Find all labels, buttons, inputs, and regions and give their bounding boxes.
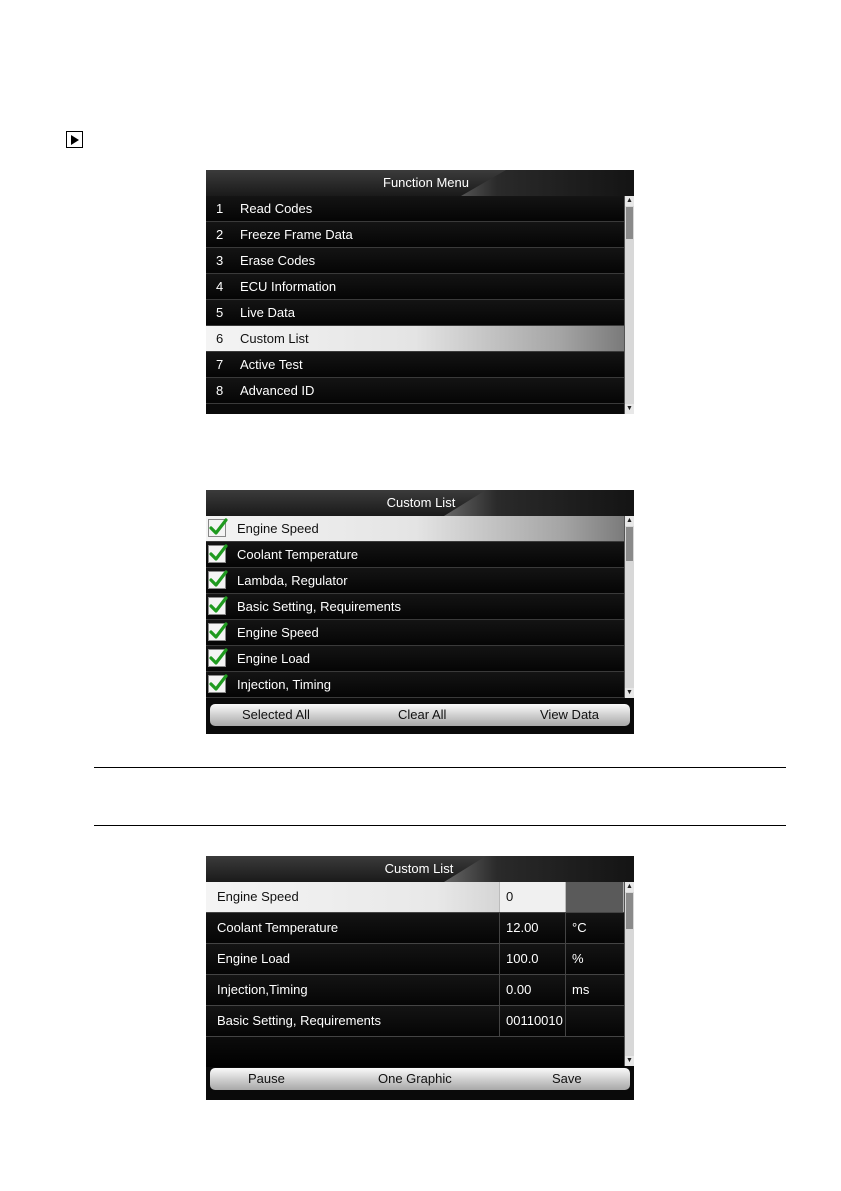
note-divider-bottom [94,825,786,826]
scroll-thumb[interactable] [626,207,633,239]
function-menu-title: Function Menu [383,175,469,190]
clear-all-button[interactable]: Clear All [398,707,447,722]
parameter-value: 100.0 [499,944,565,974]
menu-item-number: 5 [216,305,224,320]
table-row[interactable] [206,1006,624,1037]
menu-item-label: Active Test [240,357,303,372]
scrollbar[interactable] [624,882,634,1066]
checkbox-checked-icon[interactable] [208,675,226,693]
menu-item-advanced-id[interactable] [206,378,624,404]
custom-list-title: Custom List [384,861,454,876]
menu-item-freeze-frame-data[interactable] [206,222,624,248]
menu-item-erase-codes[interactable] [206,248,624,274]
parameter-name: Coolant Temperature [217,920,339,935]
menu-item-label: Erase Codes [240,253,316,268]
scroll-up-icon[interactable]: ▲ [626,883,633,890]
note-divider-top [94,767,786,768]
custom-list-data-screen [206,856,634,1100]
list-item-label: Basic Setting, Requirements [237,599,402,614]
menu-item-live-data[interactable] [206,300,624,326]
menu-item-number: 6 [216,331,224,346]
scroll-up-icon[interactable]: ▲ [626,517,633,524]
parameter-value: 0 [499,882,565,912]
scrollbar[interactable] [624,196,634,414]
scrollbar[interactable] [624,516,634,698]
menu-item-label: Read Codes [240,201,313,216]
custom-list-items [206,516,626,698]
checkbox-checked-icon[interactable] [208,649,226,667]
button-bar [210,1068,630,1090]
scroll-down-icon[interactable]: ▼ [626,1057,633,1064]
parameter-name: Basic Setting, Requirements [217,1013,382,1028]
list-item[interactable] [206,672,626,698]
list-item[interactable] [206,594,626,620]
menu-item-label: Custom List [240,331,309,346]
scroll-down-icon[interactable]: ▼ [626,689,633,696]
parameter-value: 12.00 [499,913,565,943]
parameter-unit [565,1006,623,1036]
function-menu-screen [206,170,634,414]
menu-item-read-codes[interactable] [206,196,624,222]
save-button[interactable]: Save [552,1071,582,1086]
parameter-name: Engine Speed [217,889,299,904]
list-item-label: Injection, Timing [237,677,331,692]
table-row[interactable] [206,944,624,975]
menu-item-number: 4 [216,279,224,294]
table-row[interactable] [206,975,624,1006]
parameter-unit [565,882,623,912]
checkbox-checked-icon[interactable] [208,545,226,563]
select-all-button[interactable]: Selected All [242,707,310,722]
list-item[interactable] [206,620,626,646]
custom-list-title: Custom List [386,495,456,510]
scroll-up-icon[interactable]: ▲ [626,197,633,204]
checkbox-checked-icon[interactable] [208,519,226,537]
parameter-unit: ms [565,975,623,1005]
menu-item-number: 7 [216,357,224,372]
live-data-table [206,882,624,1067]
custom-list-titlebar [206,490,634,516]
parameter-value: 0.00 [499,975,565,1005]
empty-table-area [206,1037,624,1067]
table-row[interactable] [206,913,624,944]
scroll-thumb[interactable] [626,527,633,561]
list-item-label: Coolant Temperature [237,547,359,562]
menu-item-number: 2 [216,227,224,242]
play-icon [66,131,83,148]
list-item-label: Engine Speed [237,521,319,536]
list-item[interactable] [206,542,626,568]
checkbox-checked-icon[interactable] [208,571,226,589]
pause-button[interactable]: Pause [248,1071,285,1086]
menu-item-label: ECU Information [240,279,337,294]
table-row[interactable] [206,882,624,913]
list-item[interactable] [206,646,626,672]
list-item[interactable] [206,516,626,542]
scroll-thumb[interactable] [626,893,633,929]
checkbox-checked-icon[interactable] [208,623,226,641]
function-menu-list [206,196,624,404]
menu-item-number: 8 [216,383,224,398]
checkbox-checked-icon[interactable] [208,597,226,615]
list-item-label: Lambda, Regulator [237,573,348,588]
button-bar [210,704,630,726]
parameter-name: Injection,Timing [217,982,308,997]
menu-item-active-test[interactable] [206,352,624,378]
menu-item-ecu-information[interactable] [206,274,624,300]
menu-item-label: Live Data [240,305,295,320]
parameter-unit: % [565,944,623,974]
list-item-label: Engine Speed [237,625,319,640]
menu-item-custom-list[interactable] [206,326,624,352]
custom-list-titlebar [206,856,634,882]
parameter-name: Engine Load [217,951,291,966]
view-data-button[interactable]: View Data [540,707,600,722]
parameter-unit: °C [565,913,623,943]
menu-item-number: 1 [216,201,224,216]
list-item-label: Engine Load [237,651,311,666]
menu-item-number: 3 [216,253,224,268]
scroll-down-icon[interactable]: ▼ [626,405,633,412]
parameter-value: 00110010 [499,1006,565,1036]
menu-item-label: Advanced ID [240,383,315,398]
list-item[interactable] [206,568,626,594]
menu-item-label: Freeze Frame Data [240,227,353,242]
function-menu-titlebar [206,170,634,196]
custom-list-select-screen [206,490,634,734]
one-graphic-button[interactable]: One Graphic [378,1071,452,1086]
